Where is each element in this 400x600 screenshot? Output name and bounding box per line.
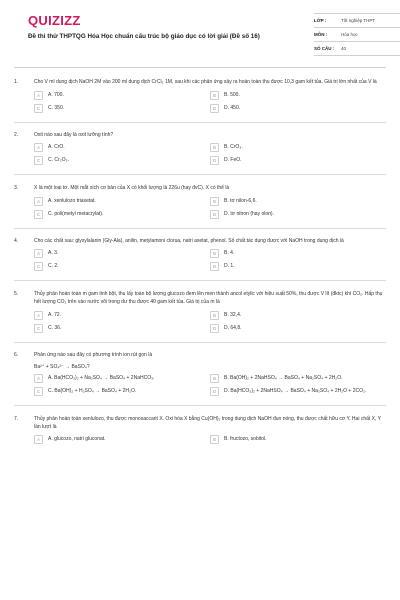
option-letter-box: C xyxy=(34,262,43,271)
option-letter-box: A xyxy=(34,143,43,152)
option-text: A. xenlulozo triaxetat. xyxy=(48,197,96,204)
option-letter-box: A xyxy=(34,311,43,320)
question-divider xyxy=(14,342,386,343)
question-item xyxy=(14,352,386,407)
option-letter-box: C xyxy=(34,156,43,165)
answer-option-b[interactable] xyxy=(210,197,386,206)
answer-options xyxy=(34,197,386,223)
answer-options xyxy=(34,91,386,117)
question-text: Thủy phân hoàn toàn m gam tinh bột, thu lấy toàn bộ lượng glucozo đem lên men thành ancol etylic với hiệu suất 50%, thu được V lít (đktc) khí CO₂. Hấp thụ hết lượng CO₂ trên vào nước vôi trong dư thu được 40 gam kết tủa. Giá trị của m là xyxy=(34,291,383,305)
option-text: B. tơ nilon-6,6. xyxy=(224,197,257,204)
meta-value: Tốt nghiệp THPT xyxy=(341,18,376,23)
option-letter-box: D xyxy=(210,104,219,113)
answer-option-d[interactable] xyxy=(210,156,386,165)
option-letter-box: A xyxy=(34,249,43,258)
question-number: 1. xyxy=(14,79,19,85)
option-text: B. 4. xyxy=(224,250,235,257)
answer-option-b[interactable] xyxy=(210,91,386,100)
option-text: B. 500. xyxy=(224,91,240,98)
option-letter-box: D xyxy=(210,156,219,165)
answer-option-d[interactable] xyxy=(210,387,386,396)
answer-option-c[interactable] xyxy=(34,324,210,333)
option-letter-box: B xyxy=(210,197,219,206)
option-text: C. poli(metyl metacrylat). xyxy=(48,210,104,217)
answer-option-a[interactable] xyxy=(34,374,210,383)
option-text: D. tơ nitron (hay olon). xyxy=(224,210,274,217)
option-text: C. Cr₂O₃. xyxy=(48,157,69,164)
option-letter-box: D xyxy=(210,210,219,219)
answer-option-d[interactable] xyxy=(210,210,386,219)
question-number: 7. xyxy=(14,416,19,423)
question-text: Cho các chất sau: glyxylalanin (Gly-Ala), anilin, metylamoni clorua, natri axetat, phenol. Số chất tác dụng được với NaOH trong dung dịch là xyxy=(34,237,344,244)
answer-option-a[interactable] xyxy=(34,197,210,206)
option-letter-box: C xyxy=(34,324,43,333)
question-item xyxy=(14,185,386,229)
question-number: 5. xyxy=(14,291,19,298)
meta-value: Hóa học xyxy=(341,32,358,37)
option-letter-box: A xyxy=(34,91,43,100)
answer-options xyxy=(34,143,386,169)
question-number: 2. xyxy=(14,131,19,138)
question-item xyxy=(14,416,386,448)
option-text: C. 350. xyxy=(48,104,65,111)
answer-options xyxy=(34,435,386,448)
option-text: A. Ba(HCO₃)₂ + Na₂SO₄ → BaSO₄ + 2NaHCO₃. xyxy=(48,375,155,382)
option-text: D. 64,8. xyxy=(224,324,242,331)
option-text: B. Ba(OH)₂ + 2NaHSO₄ → BaSO₄ + Na₂SO₄ + 2H₂O. xyxy=(224,375,343,382)
question-list xyxy=(14,79,386,448)
option-text: D. Ba(HCO₃)₂ + 2NaHSO₄ → BaSO₄ + Na₂SO₄ + 2H₂O + 2CO₂. xyxy=(224,388,367,395)
question-text: Phản ứng nào sau đây có phương trình ion rút gọn là xyxy=(34,351,153,358)
answer-option-a[interactable] xyxy=(34,143,210,152)
answer-options xyxy=(34,311,386,337)
question-text: X là một loại tơ. Một mắt xích cơ bản của X có khối lượng là 226u (hay đvC). X có thể là xyxy=(34,185,230,192)
option-letter-box: C xyxy=(34,210,43,219)
option-letter-box: A xyxy=(34,197,43,206)
option-letter-box: B xyxy=(210,311,219,320)
option-text: A. 700. xyxy=(48,91,64,98)
header-divider xyxy=(14,67,386,68)
question-number: 6. xyxy=(14,351,19,358)
question-equation: Ba²⁺ + SO₄²⁻ → BaSO₄? xyxy=(34,364,90,371)
option-letter-box: A xyxy=(34,435,43,444)
meta-value: 40 xyxy=(341,46,347,51)
question-number: 3. xyxy=(14,185,19,192)
option-letter-box: B xyxy=(210,249,219,258)
answer-option-a[interactable] xyxy=(34,435,210,444)
question-divider xyxy=(14,122,386,123)
question-number: 4. xyxy=(14,237,19,244)
meta-row-count xyxy=(314,42,400,56)
question-divider xyxy=(14,405,386,406)
answer-option-b[interactable] xyxy=(210,311,386,320)
option-letter-box: C xyxy=(34,104,43,113)
answer-option-c[interactable] xyxy=(34,156,210,165)
option-text: B. fructozo, sobitol. xyxy=(224,436,267,443)
quizizz-logo: QUIZIZZ xyxy=(28,13,81,28)
option-text: B. CrO₃. xyxy=(224,144,243,151)
option-text: A. 72. xyxy=(48,311,62,318)
worksheet-meta-table xyxy=(314,13,400,56)
option-text: B. 32,4. xyxy=(224,311,242,318)
option-text: C. 36. xyxy=(48,324,62,331)
meta-row-class xyxy=(314,14,400,28)
meta-row-subject xyxy=(314,28,400,42)
question-divider xyxy=(14,228,386,229)
question-divider xyxy=(14,174,386,175)
answer-option-a[interactable] xyxy=(34,91,210,100)
meta-key: SỐ CÂU : xyxy=(314,46,335,51)
question-text: Cho V ml dung dịch NaOH 2M vào 200 ml dung dịch CrCl₃ 1M, sau khi các phản ứng xảy ra hoàn toàn thu được 10,3 gam kết tủa. Giá trị lớn nhất của V là xyxy=(34,79,377,85)
option-text: D. 1. xyxy=(224,263,235,270)
question-text: Oxit nào sau đây là oxit lưỡng tính? xyxy=(34,131,114,138)
answer-option-d[interactable] xyxy=(210,324,386,333)
answer-option-c[interactable] xyxy=(34,387,210,396)
answer-option-b[interactable] xyxy=(210,249,386,258)
question-divider xyxy=(14,280,386,281)
question-item xyxy=(14,132,386,176)
option-text: D. 450. xyxy=(224,104,241,111)
option-letter-box: B xyxy=(210,143,219,152)
meta-key: LỚP : xyxy=(314,18,327,23)
answer-option-c[interactable] xyxy=(34,262,210,271)
worksheet-header xyxy=(14,0,386,70)
option-letter-box: D xyxy=(210,324,219,333)
question-text: Thủy phân hoàn toàn xenlulozo, thu được monosaccarit X. Oxi hóa X bằng Cu(OH)₂ trong dung dịch NaOH đun nóng, thu được chất hữu cơ Y. Hai chất X, Y lần lượt là xyxy=(34,416,381,430)
meta-key: MÔN : xyxy=(314,32,328,37)
option-letter-box: D xyxy=(210,262,219,271)
option-letter-box: C xyxy=(34,387,43,396)
answer-option-b[interactable] xyxy=(210,143,386,152)
option-letter-box: B xyxy=(210,374,219,383)
answer-option-c[interactable] xyxy=(34,104,210,113)
answer-option-a[interactable] xyxy=(34,249,210,258)
answer-options xyxy=(34,374,386,400)
answer-option-c[interactable] xyxy=(34,210,210,219)
option-text: C. 2. xyxy=(48,263,59,270)
option-text: A. glucozo, natri gluconat. xyxy=(48,436,106,443)
option-letter-box: B xyxy=(210,435,219,444)
option-text: C. Ba(OH)₂ + H₂SO₄ → BaSO₄ + 2H₂O. xyxy=(48,388,137,395)
answer-option-b[interactable] xyxy=(210,435,386,444)
option-text: A. CrO. xyxy=(48,144,65,151)
option-letter-box: A xyxy=(34,374,43,383)
option-letter-box: B xyxy=(210,91,219,100)
answer-options xyxy=(34,249,386,275)
worksheet-title: Đề thi thử THPTQG Hóa Học chuẩn cấu trúc bộ giáo dục có lời giải (Đề số 16) xyxy=(28,33,260,40)
answer-option-b[interactable] xyxy=(210,374,386,383)
option-text: A. 3. xyxy=(48,250,59,257)
question-item xyxy=(14,238,386,282)
option-text: D. FeO. xyxy=(224,157,242,164)
answer-option-d[interactable] xyxy=(210,262,386,271)
option-letter-box: D xyxy=(210,387,219,396)
question-item xyxy=(14,79,386,123)
answer-option-d[interactable] xyxy=(210,104,386,113)
answer-option-a[interactable] xyxy=(34,311,210,320)
question-item xyxy=(14,291,386,342)
